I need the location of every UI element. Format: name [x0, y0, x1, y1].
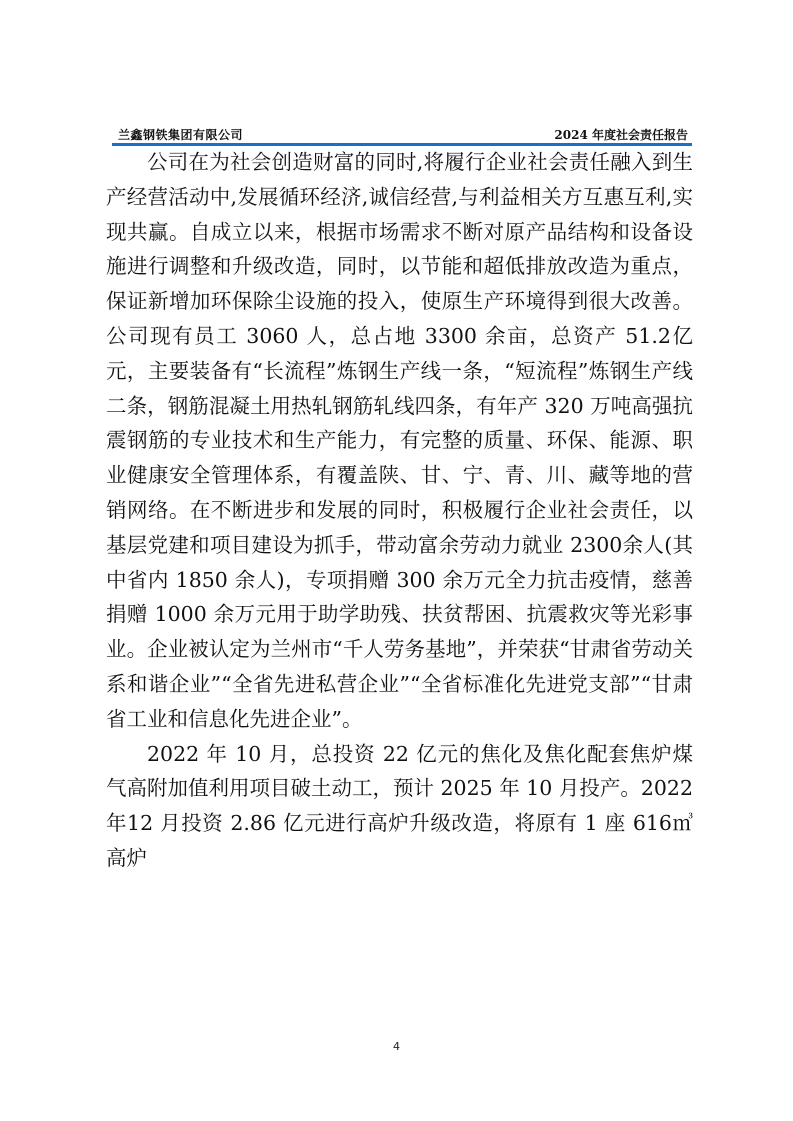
header-company-name: 兰鑫钢铁集团有限公司: [118, 128, 244, 142]
page-header: [112, 126, 692, 146]
paragraph-company-overview: 公司在为社会创造财富的同时,将履行企业社会责任融入到生产经营活动中,发展循环经济,诚信经营,与利益相关方互惠互利,实现共赢。自成立以来，根据市场需求不断对原产品结构和设备设施进行调整和升级改造，同时，以节能和超低排放改造为重点，保证新增加环保除尘设施的投入，使原生产环境得到很大改善。公司现有员工 3060 人，总占地 3300 余亩，总资产 51.2亿元，主要装备有“长流程”炼钢生产线一条，“短流程”炼钢生产线二条，钢筋混凝土用热轧钢筋轧线四条，有年产 320 万吨高强抗震钢筋的专业技术和生产能力，有完整的质量、环保、能源、职业健康安全管理体系，有覆盖陕、甘、宁、青、川、藏等地的营销网络。在不断进步和发展的同时，积极履行企业社会责任，以基层党建和项目建设为抓手，带动富余劳动力就业 2300余人(其中省内 1850 余人)，专项捐赠 300 余万元全力抗击疫情，慈善捐赠 1000 余万元用于助学助残、扶贫帮困、抗震救灾等光彩事业。企业被认定为兰州市“千人劳务基地”，并荣获“甘肃省劳动关系和谐企业”“全省先进私营企业”“全省标准化先进党支部”“甘肃省工业和信息化先进企业”。: [106, 150, 693, 731]
page-number: 4: [393, 1040, 400, 1053]
body-text: [106, 145, 693, 876]
paragraph-projects: 2022 年 10 月，总投资 22 亿元的焦化及焦化配套焦炉煤气高附加值利用项目破土动工，预计 2025 年 10 月投产。2022 年12 月投资 2.86 亿元进行高炉升级改造，将原有 1 座 616㎥高炉: [106, 741, 693, 870]
header-report-title: 2024 年度社会责任报告: [554, 128, 688, 142]
